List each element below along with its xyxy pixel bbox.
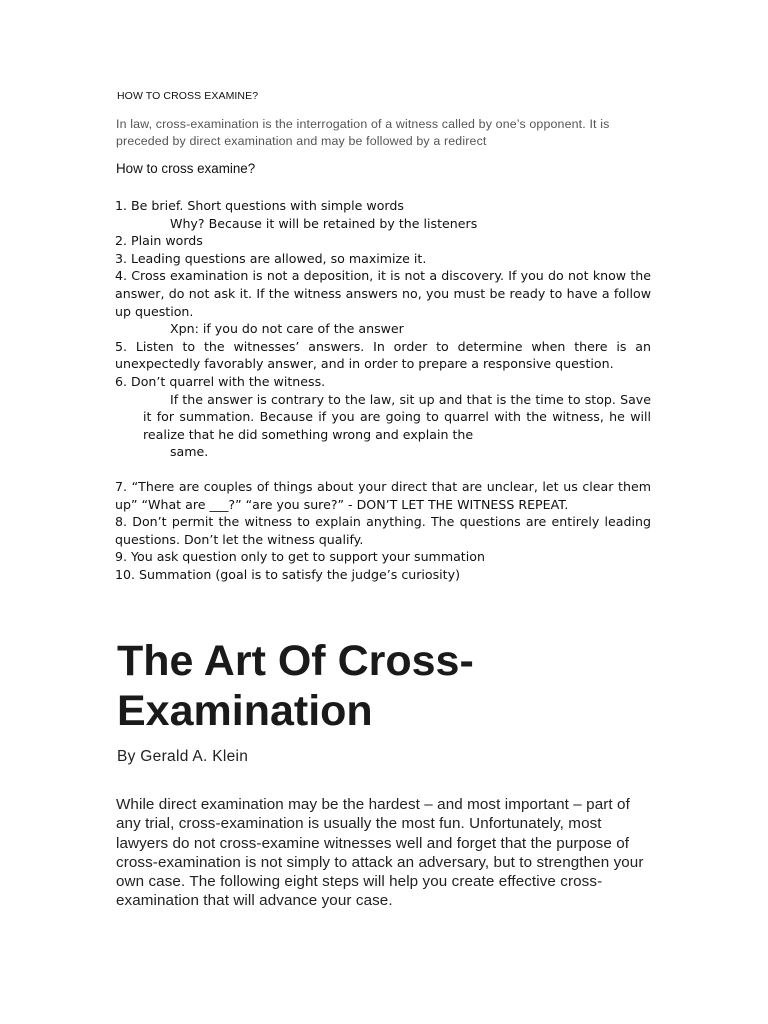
list-item-note xyxy=(115,391,651,444)
section-heading: HOW TO CROSS EXAMINE? xyxy=(117,90,259,102)
list-item: 1. Be brief. Short questions with simple words xyxy=(115,198,404,213)
list-item-note-text: If the answer is contrary to the law, sit up and that is the time to stop. Save it for summation. Because if you are going to quarrel with the witness, he will realize that he did something wrong and explain the xyxy=(143,391,651,442)
list-item-note: Why? Because it will be retained by the listeners xyxy=(170,215,478,231)
list-item: 3. Leading questions are allowed, so maximize it. xyxy=(115,250,427,266)
tips-list xyxy=(115,197,651,583)
intro-paragraph: In law, cross-examination is the interrogation of a witness called by one’s opponent. It is preceded by direct examination and may be followed by a redirect xyxy=(116,117,610,148)
spacer xyxy=(115,461,651,478)
body-paragraph: While direct examination may be the hardest – and most important – part of any trial, cross-examination is usually the most fun. Unfortunately, most lawyers do not cross-examine witnesses well and forget that the purpose of cross-examination is not simply to attack an adversary, but to strengthen your own case. The following eight steps will help you create effective cross-examination that will advance your case. xyxy=(116,796,644,910)
list-item: 2. Plain words xyxy=(115,233,203,249)
list-item: 6. Don’t quarrel with the witness. xyxy=(115,373,326,389)
list-item: 10. Summation (goal is to satisfy the judge’s curiosity) xyxy=(115,566,460,582)
list-item: 4. Cross examination is not a deposition, it is not a discovery. If you do not know the answer, do not ask it. If the witness answers no, you must be ready to have a follow up question. xyxy=(115,268,651,319)
list-item: 7. “There are couples of things about your direct that are unclear, let us clear them up” “What are ___?” “are you sure?” - DON’T LET THE WITNESS REPEAT. xyxy=(115,478,651,512)
article-title: The Art Of Cross-Examination xyxy=(117,637,474,735)
list-item: 5. Listen to the witnesses’ answers. In order to determine when there is an unexpectedly favorably answer, and in order to prepare a responsive question. xyxy=(115,338,651,372)
how-to-label: How to cross examine? xyxy=(116,161,256,176)
list-item: 8. Don’t permit the witness to explain anything. The questions are entirely leading questions. Don’t let the witness qualify. xyxy=(115,514,651,547)
list-item: 9. You ask question only to get to support your summation xyxy=(115,549,485,565)
list-item-note: Xpn: if you do not care of the answer xyxy=(170,321,404,337)
list-item-note: same. xyxy=(170,444,209,460)
byline: By Gerald A. Klein xyxy=(117,748,249,765)
